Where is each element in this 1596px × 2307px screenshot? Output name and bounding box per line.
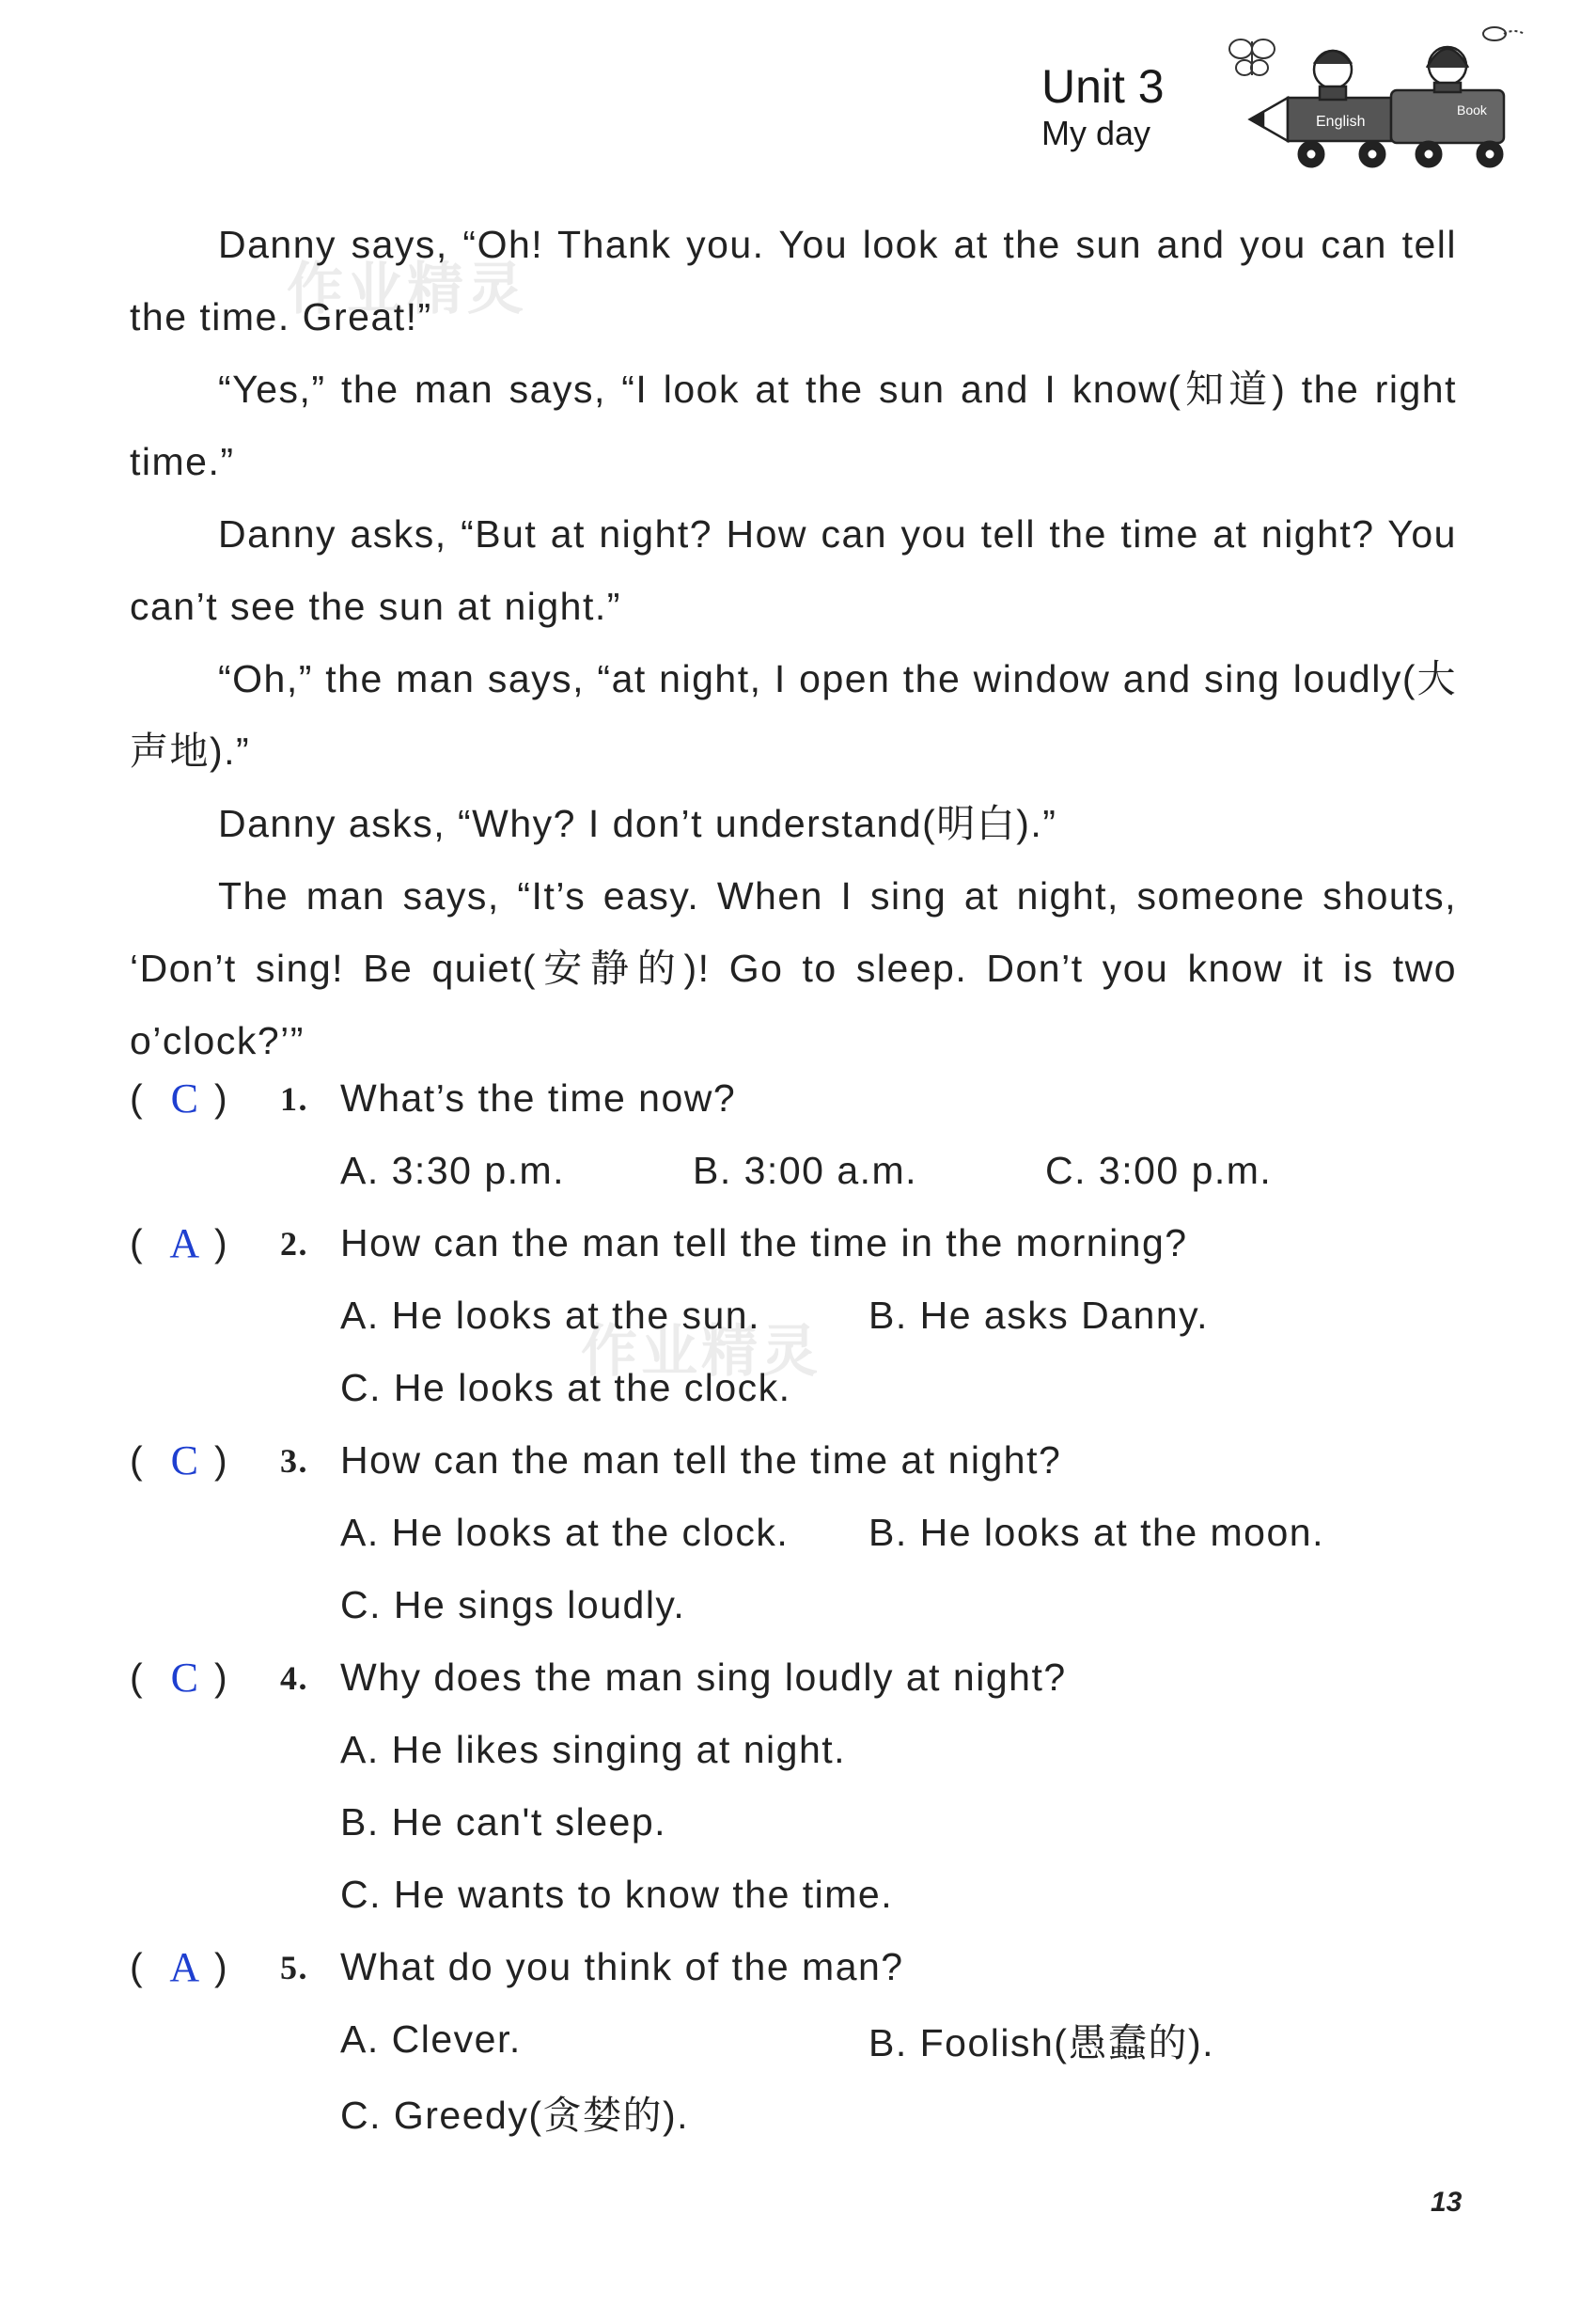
option-b: B. He asks Danny. bbox=[868, 1294, 1209, 1337]
passage-paragraph: “Oh,” the man says, “at night, I open the window and sing loudly(大声地).” bbox=[130, 657, 1457, 773]
question-text: What’s the time now? bbox=[340, 1076, 737, 1120]
passage-paragraph: Danny asks, “Why? I don’t understand(明白).” bbox=[218, 802, 1057, 845]
question-number: 5. bbox=[280, 1948, 308, 1986]
answer-bracket: ( C ) bbox=[130, 1655, 229, 1701]
answer-bracket: ( A ) bbox=[130, 1220, 229, 1266]
option-a: A. 3:30 p.m. bbox=[340, 1149, 566, 1192]
pencil-icon bbox=[1250, 98, 1391, 141]
answer-mark: C bbox=[170, 1437, 200, 1483]
option-c: C. He sings loudly. bbox=[340, 1583, 686, 1626]
answer-bracket: ( C ) bbox=[130, 1437, 229, 1483]
option-c: C. Greedy(贪婪的). bbox=[340, 2094, 690, 2137]
girl-icon bbox=[1427, 47, 1468, 92]
question-2 bbox=[130, 1207, 1474, 1424]
question-number: 3. bbox=[280, 1441, 308, 1480]
question-text: How can the man tell the time in the morning? bbox=[340, 1221, 1188, 1264]
unit-title: Unit 3 bbox=[1041, 60, 1165, 113]
question-text: How can the man tell the time at night? bbox=[340, 1438, 1062, 1482]
option-b: B. He can't sleep. bbox=[340, 1800, 667, 1844]
question-list bbox=[130, 1062, 1474, 2148]
answer-mark: A bbox=[169, 1220, 201, 1266]
option-b: B. 3:00 a.m. bbox=[693, 1149, 918, 1192]
passage-paragraph: Danny asks, “But at night? How can you tell the time at night? You can’t see the sun at night.” bbox=[130, 512, 1457, 628]
question-number: 4. bbox=[280, 1658, 308, 1697]
butterfly-icon bbox=[1229, 39, 1275, 75]
question-3 bbox=[130, 1424, 1474, 1641]
svg-text:English: English bbox=[1316, 114, 1366, 130]
answer-mark: C bbox=[170, 1075, 200, 1122]
question-5 bbox=[130, 1931, 1474, 2148]
wheels-icon bbox=[1298, 141, 1503, 167]
answer-mark: C bbox=[170, 1655, 200, 1701]
option-c: C. He wants to know the time. bbox=[340, 1873, 894, 1916]
question-number: 1. bbox=[280, 1079, 308, 1118]
kids-on-pencil-illustration bbox=[1222, 21, 1532, 180]
boy-icon bbox=[1314, 51, 1352, 100]
answer-bracket: ( A ) bbox=[130, 1944, 229, 1990]
passage-paragraph: The man says, “It’s easy. When I sing at night, someone shouts, ‘Don’t sing! Be quiet(安静的)! Go to sleep. Don’t you know it is two o’clock?’” bbox=[130, 874, 1457, 1062]
answer-bracket: ( C ) bbox=[130, 1075, 229, 1122]
option-b: B. He looks at the moon. bbox=[868, 1511, 1324, 1554]
answer-mark: A bbox=[169, 1944, 201, 1990]
question-4 bbox=[130, 1641, 1474, 1931]
bee-icon bbox=[1483, 27, 1525, 40]
unit-header bbox=[1041, 60, 1165, 154]
book-car-icon bbox=[1391, 90, 1504, 143]
option-c: C. 3:00 p.m. bbox=[1045, 1149, 1273, 1192]
option-a: A. He likes singing at night. bbox=[340, 1728, 847, 1771]
option-a: A. Clever. bbox=[340, 2017, 522, 2061]
question-text: Why does the man sing loudly at night? bbox=[340, 1656, 1067, 1699]
reading-passage bbox=[130, 209, 1457, 1077]
question-1 bbox=[130, 1062, 1474, 1207]
option-a: A. He looks at the sun. bbox=[340, 1294, 761, 1337]
svg-text:Book: Book bbox=[1457, 102, 1487, 118]
passage-paragraph: “Yes,” the man says, “I look at the sun and I know(知道) the right time.” bbox=[130, 368, 1457, 483]
watermark: 作业精灵 bbox=[581, 1320, 821, 1383]
option-b: B. Foolish(愚蠢的). bbox=[868, 2021, 1214, 2064]
option-a: A. He looks at the clock. bbox=[340, 1511, 790, 1554]
question-text: What do you think of the man? bbox=[340, 1945, 904, 1988]
page-number: 13 bbox=[1431, 2187, 1463, 2218]
passage-paragraph: Danny says, “Oh! Thank you. You look at the sun and you can tell the time. Great!” bbox=[130, 223, 1457, 338]
option-c: C. He looks at the clock. bbox=[340, 1366, 791, 1409]
question-number: 2. bbox=[280, 1224, 308, 1263]
watermark: 作业精灵 bbox=[287, 258, 527, 321]
unit-subtitle: My day bbox=[1041, 114, 1151, 152]
